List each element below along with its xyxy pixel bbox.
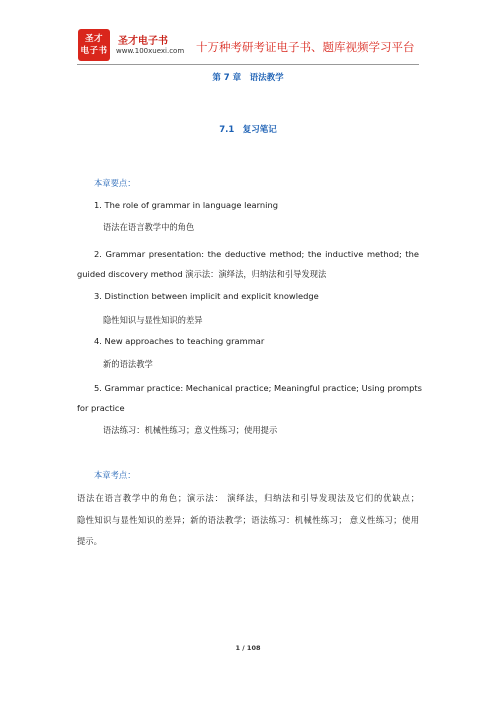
key-point-5-line1: 5. Grammar practice: Mechanical practice; Meaningful practice; Using prompts — [94, 383, 422, 393]
key-point-4-zh: 新的语法教学 — [103, 359, 153, 369]
key-point-4-en: 4. New approaches to teaching grammar — [94, 336, 265, 346]
page-header — [0, 0, 496, 64]
page-number: 1 / 108 — [235, 644, 261, 652]
key-point-3-zh: 隐性知识与显性知识的差异 — [103, 315, 203, 325]
section-title: 7.1 复习笔记 — [219, 125, 277, 135]
exam-points-line2: 隐性知识与显性知识的差异；新的语法教学；语法练习：机械性练习； 意义性练习；使用 — [77, 515, 419, 525]
key-point-3-en: 3. Distinction between implicit and explicit knowledge — [94, 291, 319, 301]
key-point-2-line1: 2. Grammar presentation: the deductive method; the inductive method; the — [94, 249, 419, 259]
header-divider — [77, 64, 419, 65]
key-point-1-en: 1. The role of grammar in language learning — [94, 200, 278, 210]
key-point-5-zh: 语法练习：机械性练习；意义性练习；使用提示 — [103, 425, 278, 435]
exam-points-line1: 语法在语言教学中的角色；演示法： 演绎法，归纳法和引导发现法及它们的优缺点； — [77, 493, 419, 503]
key-point-2-line2: guided discovery method 演示法：演绎法，归纳法和引导发现法 — [77, 269, 327, 279]
brand-name[interactable]: 圣才电子书 — [118, 36, 168, 47]
exam-points-heading: 本章考点： — [94, 470, 136, 480]
header-slogan: 十万种考研考证电子书、题库视频学习平台 — [196, 40, 415, 54]
key-points-heading: 本章要点： — [94, 178, 136, 188]
exam-points-line3: 提示。 — [77, 536, 102, 546]
key-point-5-line2: for practice — [77, 403, 125, 413]
key-point-1-zh: 语法在语言教学中的角色 — [103, 222, 195, 232]
brand-logo[interactable] — [78, 29, 110, 61]
chapter-title: 第 7 章 语法教学 — [212, 73, 284, 83]
logo-text-line1: 圣才 — [84, 34, 103, 44]
logo-text-line2: 电子书 — [80, 46, 108, 56]
brand-url[interactable]: www.100xuexi.com — [116, 47, 185, 55]
